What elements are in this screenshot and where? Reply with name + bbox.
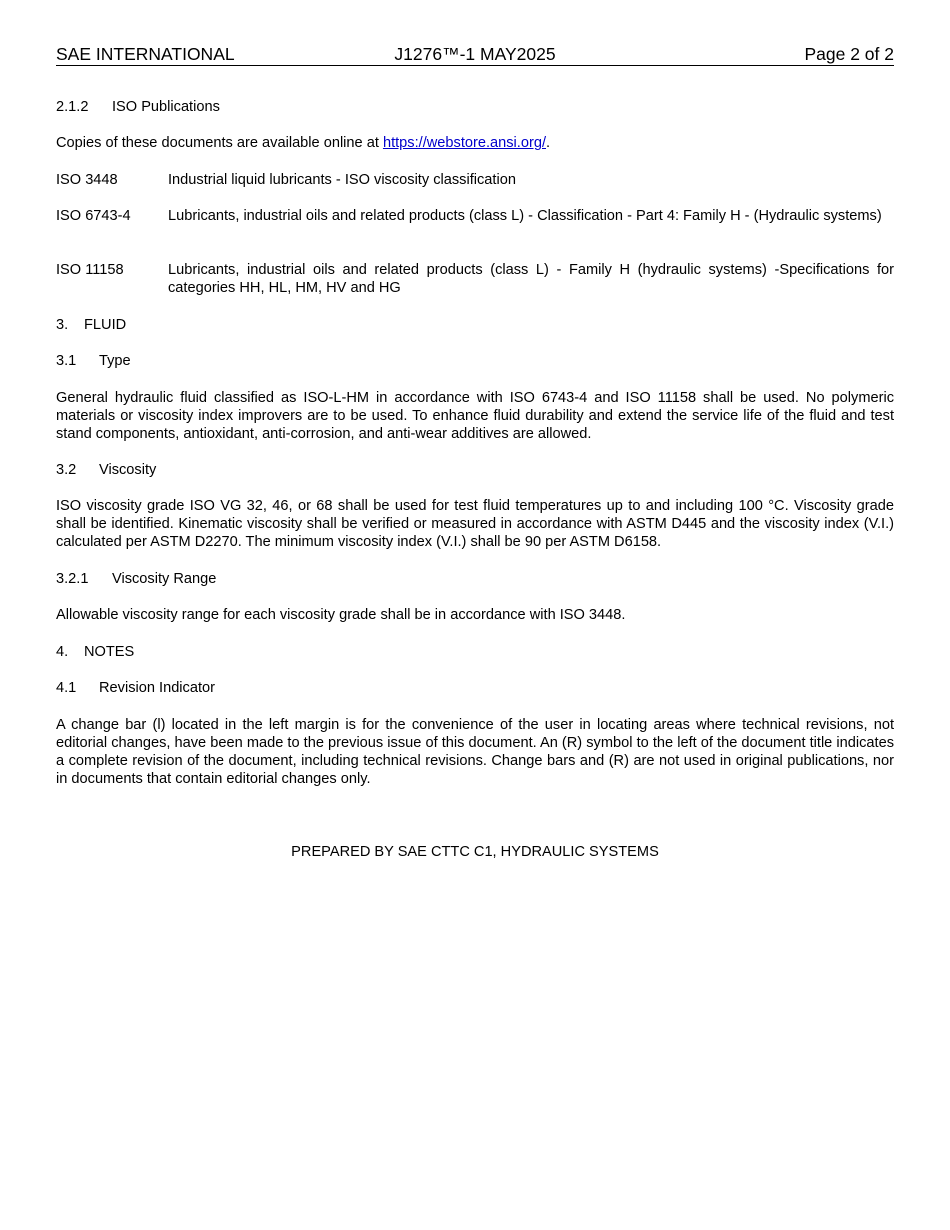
section-heading-3-2 bbox=[56, 461, 894, 479]
section-title: FLUID bbox=[84, 317, 127, 333]
section-heading-4 bbox=[56, 643, 894, 661]
ansi-webstore-link[interactable]: https://webstore.ansi.org/ bbox=[382, 135, 546, 151]
viscosity-range-paragraph: Allowable viscosity range for each viscosity grade shall be in accordance with ISO 3448. bbox=[56, 607, 626, 623]
availability-period: . bbox=[546, 135, 551, 151]
section-heading-3-1 bbox=[56, 352, 894, 370]
prepared-by-footer: PREPARED BY SAE CTTC C1, HYDRAULIC SYSTEMS bbox=[291, 844, 659, 860]
section-title: Viscosity bbox=[99, 462, 157, 478]
reference-item bbox=[56, 207, 894, 225]
section-heading-3-2-1 bbox=[56, 570, 894, 588]
reference-description: Lubricants, industrial oils and related products (class L) - Family H (hydraulic systems) -Specifications for categories HH, HL, HM, HV and HG bbox=[168, 262, 894, 296]
page-header bbox=[56, 44, 894, 66]
reference-code: ISO 6743-4 bbox=[56, 208, 131, 224]
section-number: 4. bbox=[56, 644, 69, 660]
section-heading-2-1-2 bbox=[56, 98, 894, 116]
section-title: Type bbox=[99, 353, 131, 369]
header-document-id: J1276™-1 MAY2025 bbox=[394, 44, 556, 64]
section-number: 3. bbox=[56, 317, 69, 333]
header-page-number: Page 2 of 2 bbox=[804, 44, 894, 64]
header-organization: SAE INTERNATIONAL bbox=[56, 44, 235, 64]
section-number: 3.2.1 bbox=[56, 571, 89, 587]
section-heading-4-1 bbox=[56, 679, 894, 697]
section-title: ISO Publications bbox=[112, 99, 220, 115]
section-title: Revision Indicator bbox=[99, 680, 215, 696]
reference-description: Lubricants, industrial oils and related products (class L) - Classification - Part 4: Family H - (Hydraulic systems) bbox=[168, 208, 882, 224]
reference-code: ISO 3448 bbox=[56, 172, 118, 188]
reference-item bbox=[56, 171, 894, 189]
availability-text: Copies of these documents are available online at bbox=[56, 135, 383, 151]
section-number: 4.1 bbox=[56, 680, 77, 696]
section-number: 2.1.2 bbox=[56, 99, 89, 115]
reference-description: Industrial liquid lubricants - ISO viscosity classification bbox=[168, 172, 516, 188]
reference-item bbox=[56, 261, 894, 297]
reference-code: ISO 11158 bbox=[56, 262, 124, 278]
viscosity-paragraph: ISO viscosity grade ISO VG 32, 46, or 68 shall be used for test fluid temperatures up to and including 100 °C. Viscosity grade shall be identified. Kinematic viscosity shall be verified or measured in accordance with ASTM D445 and the viscosity index (V.I.) calculated per ASTM D2270. The minimum viscosity index (V.I.) shall be 90 per ASTM D6158. bbox=[56, 498, 894, 550]
revision-indicator-paragraph: A change bar (l) located in the left margin is for the convenience of the user in locating areas where technical revisions, not editorial changes, have been made to the previous issue of this document. An (R) symbol to the left of the document title indicates a complete revision of the document, including technical revisions. Change bars and (R) are not used in original publications, nor in documents that contain editorial changes only. bbox=[56, 717, 894, 787]
section-heading-3 bbox=[56, 316, 894, 334]
availability-paragraph bbox=[56, 134, 894, 152]
section-title: Viscosity Range bbox=[112, 571, 217, 587]
section-title: NOTES bbox=[84, 644, 135, 660]
type-paragraph: General hydraulic fluid classified as ISO-L-HM in accordance with ISO 6743-4 and ISO 11158 shall be used. No polymeric materials or viscosity index improvers are to be used. To enhance fluid durability and extend the service life of the fluid and test stand components, antioxidant, anti-corrosion, and anti-wear additives are allowed. bbox=[56, 390, 894, 442]
section-number: 3.1 bbox=[56, 353, 77, 369]
section-number: 3.2 bbox=[56, 462, 77, 478]
